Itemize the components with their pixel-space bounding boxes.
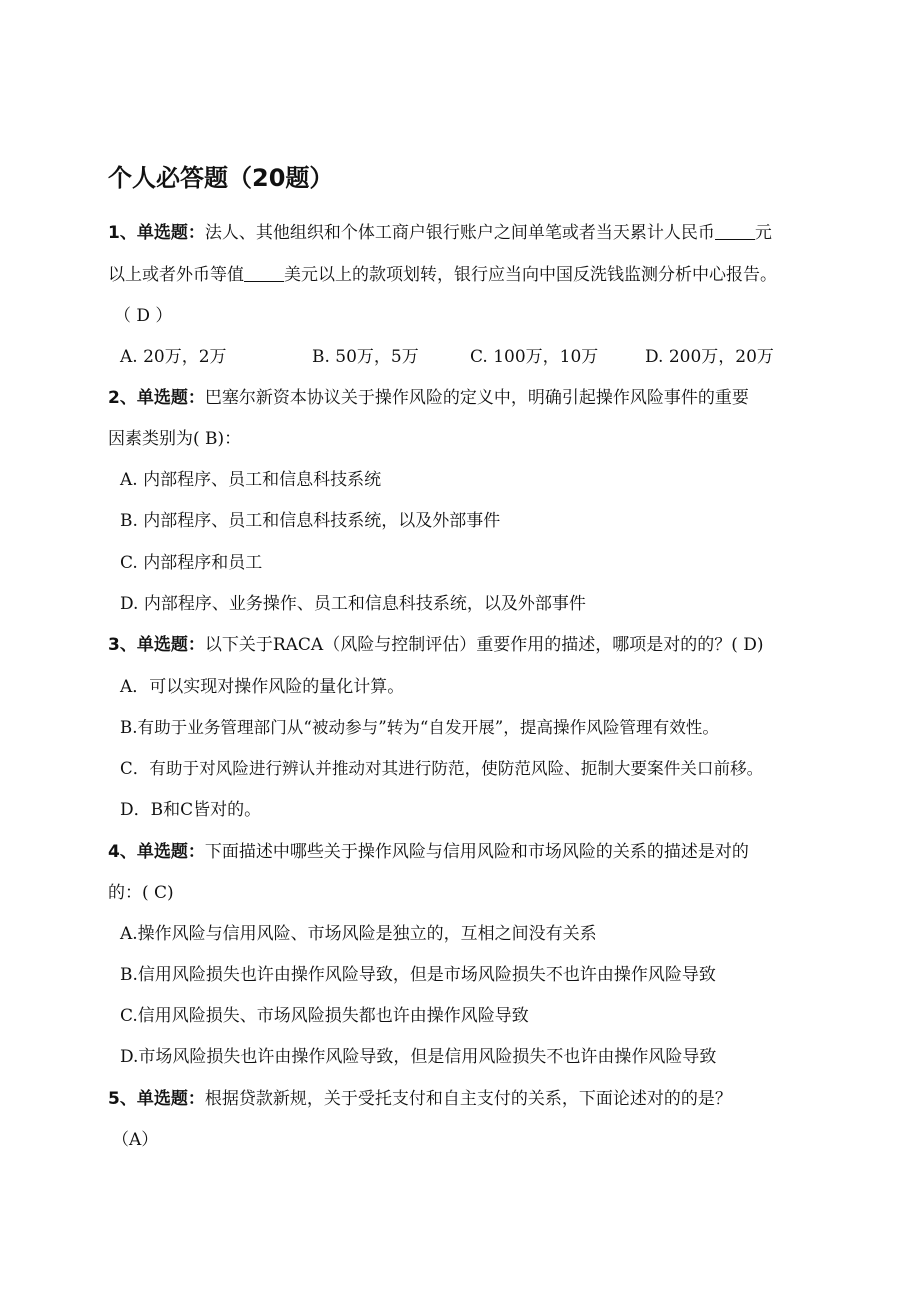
question-5-line-1	[108, 1087, 732, 1111]
question-3-head: 3、单选题：	[108, 635, 205, 655]
question-5-head: 5、单选题：	[108, 1089, 205, 1109]
page-title: 个人必答题（20题）	[108, 164, 334, 192]
question-4-option-d: D.市场风险损失也许由操作风险导致，但是信用风险损失不也许由操作风险导致	[120, 1047, 717, 1067]
question-3-option-b: B.有助于业务管理部门从“被动参与”转为“自发开展”，提高操作风险管理有效性。	[120, 718, 719, 737]
question-3-option-d: D．B和C皆对的。	[120, 800, 262, 820]
answer-blank	[715, 222, 755, 240]
question-5-answer: （A）	[112, 1130, 159, 1150]
question-2-option-c: C. 内部程序和员工	[120, 553, 263, 573]
question-1-head: 1、单选题：	[108, 223, 205, 243]
question-4-line-1	[108, 840, 749, 864]
question-5-text: 根据贷款新规，关于受托支付和自主支付的关系，下面论述对的的是？	[204, 1089, 732, 1109]
question-3-option-a: A．可以实现对操作风险的量化计算。	[120, 677, 405, 697]
question-4-text: 下面描述中哪些关于操作风险与信用风险和市场风险的关系的描述是对的	[204, 842, 749, 862]
question-2-option-d: D. 内部程序、业务操作、员工和信息科技系统，以及外部事件	[120, 594, 586, 614]
question-2-line-1	[108, 386, 749, 410]
question-1-option-a: A. 20万，2万	[120, 347, 227, 367]
answer-blank	[244, 264, 284, 282]
question-1-option-d: D. 200万，20万	[645, 347, 774, 367]
question-3-option-c: C．有助于对风险进行辨认并推动对其进行防范，使防范风险、扼制大要案件关口前移。	[120, 759, 764, 778]
question-3-line-1	[108, 633, 764, 657]
question-4-option-a: A.操作风险与信用风险、市场风险是独立的，互相之间没有关系	[120, 924, 597, 944]
question-2-line-2: 因素类别为( B)：	[108, 429, 242, 449]
question-3-text: 以下关于RACA（风险与控制评估）重要作用的描述，哪项是对的的？( D)	[204, 635, 764, 655]
question-1-line-2-b: 美元以上的款项划转，银行应当向中国反洗钱监测分析中心报告。	[284, 265, 777, 285]
question-1-option-c: C. 100万，10万	[470, 347, 599, 367]
question-1-line-1	[108, 221, 772, 245]
question-1-option-b: B. 50万，5万	[312, 347, 419, 367]
question-2-option-a: A. 内部程序、员工和信息科技系统	[120, 470, 382, 490]
question-2-text: 巴塞尔新资本协议关于操作风险的定义中，明确引起操作风险事件的重要	[204, 388, 749, 408]
question-1-text-end: 元	[754, 223, 772, 243]
question-4-head: 4、单选题：	[108, 842, 205, 862]
question-1-line-2-a: 以上或者外币等值	[108, 265, 244, 285]
question-1-answer: （ D ）	[114, 306, 173, 326]
question-2-option-b: B. 内部程序、员工和信息科技系统，以及外部事件	[120, 511, 501, 531]
question-4-line-2: 的：( C)	[108, 883, 174, 903]
question-2-head: 2、单选题：	[108, 388, 205, 408]
question-1-line-2	[108, 263, 777, 287]
question-1-text: 法人、其他组织和个体工商户银行账户之间单笔或者当天累计人民币	[204, 223, 715, 243]
question-4-option-b: B.信用风险损失也许由操作风险导致，但是市场风险损失不也许由操作风险导致	[120, 965, 716, 985]
question-4-option-c: C.信用风险损失、市场风险损失都也许由操作风险导致	[120, 1006, 529, 1026]
